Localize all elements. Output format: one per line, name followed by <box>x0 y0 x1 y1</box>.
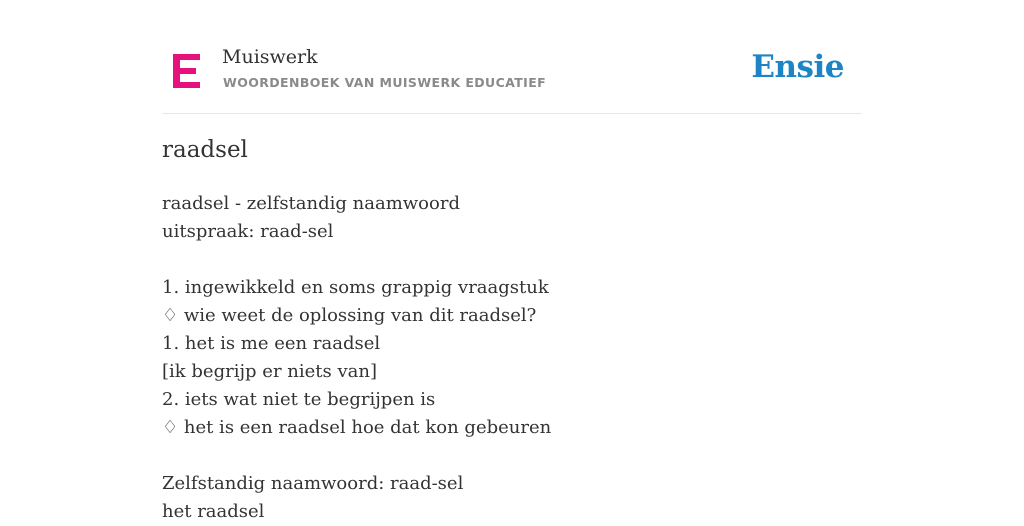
muiswerk-logo-icon[interactable] <box>173 54 200 88</box>
entry-content <box>162 190 551 526</box>
logo-bar-middle <box>173 68 196 74</box>
entry-line-example-2: ♢ het is een raadsel hoe dat kon gebeuren <box>162 417 552 438</box>
ensie-brand-logo[interactable]: Ensie <box>751 49 844 85</box>
entry-line-definition-1: 1. ingewikkeld en soms grappig vraagstuk <box>162 277 549 298</box>
entry-line-definition-2: 2. iets wat niet te begrijpen is <box>162 389 436 410</box>
entry-line-expression-meaning: [ik begrijp er niets van] <box>162 361 377 382</box>
site-subtitle: WOORDENBOEK VAN MUISWERK EDUCATIEF <box>223 75 547 90</box>
site-header <box>162 0 862 114</box>
entry-blank-line <box>162 442 551 470</box>
entry-line-word-type: raadsel - zelfstandig naamwoord <box>162 193 460 214</box>
entry-blank-line <box>162 246 551 274</box>
site-name[interactable]: Muiswerk <box>222 46 318 68</box>
logo-bar-top <box>173 54 200 60</box>
entry-line-example-1: ♢ wie weet de oplossing van dit raadsel? <box>162 305 537 326</box>
logo-bar-bottom <box>173 82 200 88</box>
entry-line-article: het raadsel <box>162 501 265 522</box>
entry-title: raadsel <box>162 137 248 163</box>
page-container <box>162 0 862 522</box>
entry-line-expression-1: 1. het is me een raadsel <box>162 333 381 354</box>
entry-line-noun-syllables: Zelfstandig naamwoord: raad-sel <box>162 473 464 494</box>
entry-line-pronunciation: uitspraak: raad-sel <box>162 221 334 242</box>
